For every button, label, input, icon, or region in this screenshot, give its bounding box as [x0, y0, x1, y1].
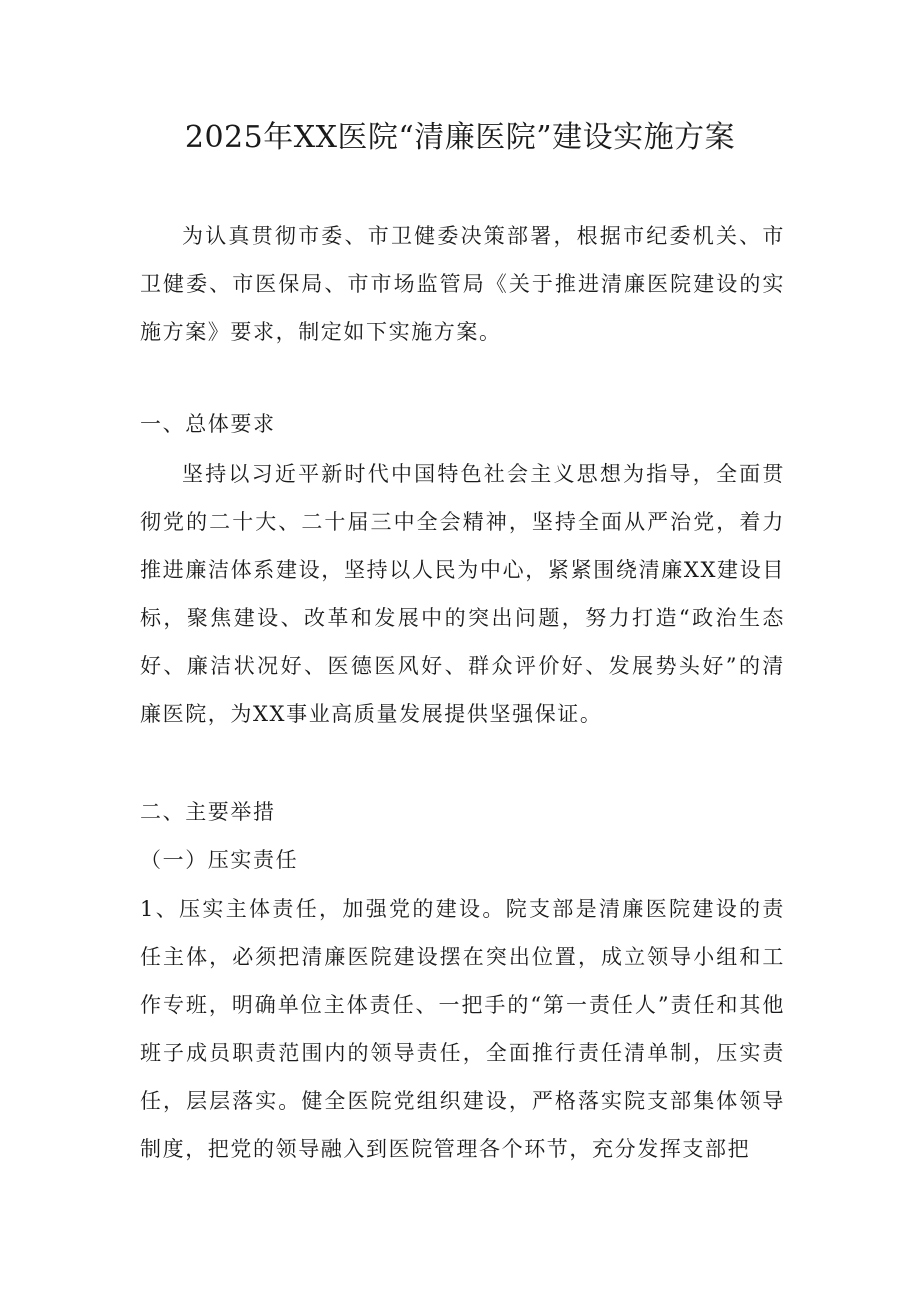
- intro-paragraph: 为认真贯彻市委、市卫健委决策部署，根据市纪委机关、市卫健委、市医保局、市市场监管局《关于推进清廉医院建设的实施方案》要求，制定如下实施方案。: [140, 224, 785, 344]
- item-1-paragraph: 1、压实主体责任，加强党的建设。院支部是清廉医院建设的责任主体，必须把清廉医院建设摆在突出位置，成立领导小组和工作专班，明确单位主体责任、一把手的“第一责任人”责任和其他班子成员职责范围内的领导责任，全面推行责任清单制，压实责任，层层落实。健全医院党组织建设，严格落实院支部集体领导制度，把党的领导融入到医院管理各个环节，充分发挥支部把: [140, 897, 785, 1161]
- subsection-heading-responsibility: （一）压实责任: [140, 848, 299, 872]
- section-heading-general-requirements: 一、总体要求: [140, 412, 276, 436]
- general-requirements-paragraph: 坚持以习近平新时代中国特色社会主义思想为指导，全面贯彻党的二十大、二十届三中全会精神，坚持全面从严治党，着力推进廉洁体系建设，坚持以人民为中心，紧紧围绕清廉XX建设目标，聚焦建设、改革和发展中的突出问题，努力打造“政治生态好、廉洁状况好、医德医风好、群众评价好、发展势头好”的清廉医院，为XX事业高质量发展提供坚强保证。: [140, 462, 785, 726]
- document-title: 2025年XX医院“清廉医院”建设实施方案: [184, 120, 736, 155]
- section-heading-main-measures: 二、主要举措: [140, 800, 276, 824]
